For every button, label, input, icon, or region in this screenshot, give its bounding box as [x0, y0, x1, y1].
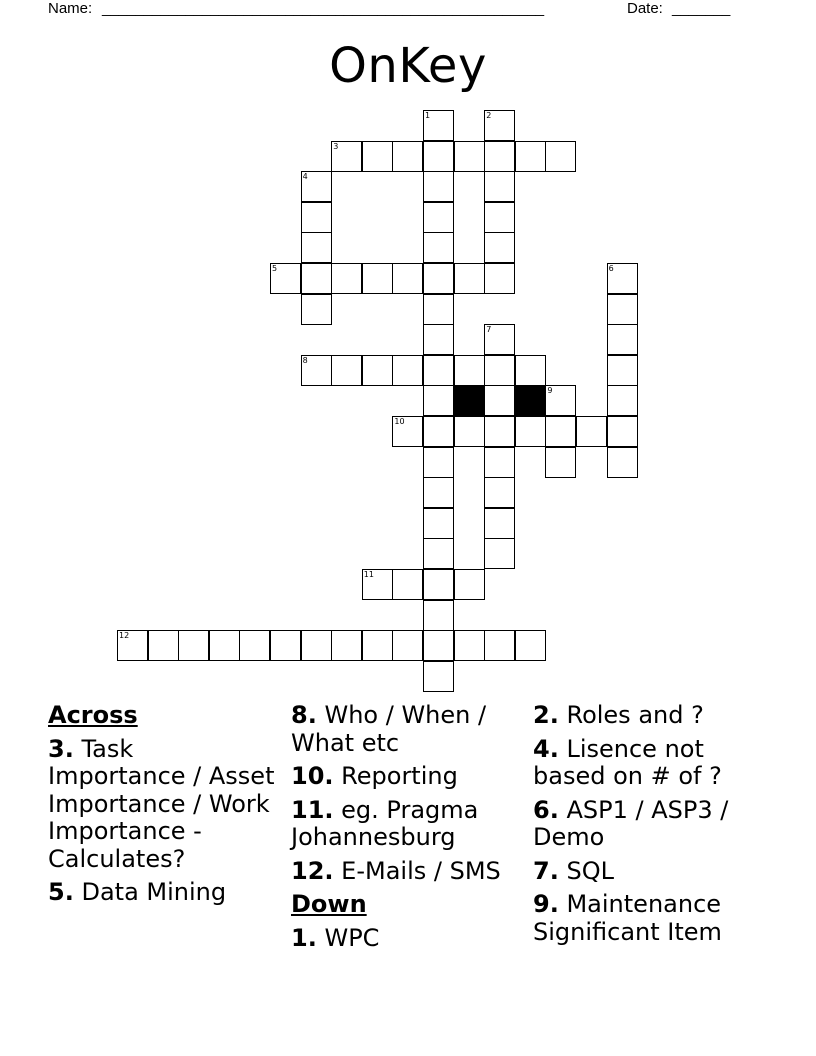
clue-text: Task Importance / Asset Importance / Work Importance - Calculates?: [48, 734, 275, 873]
crossword-cell[interactable]: [484, 263, 515, 294]
crossword-cell[interactable]: [331, 630, 362, 661]
crossword-cell[interactable]: [423, 324, 454, 355]
crossword-cell[interactable]: [484, 538, 515, 569]
crossword-cell[interactable]: [423, 477, 454, 508]
clue-number: 2.: [533, 701, 559, 729]
crossword-block: [454, 385, 485, 416]
crossword-cell[interactable]: [423, 661, 454, 692]
cell-number: 4: [302, 172, 308, 182]
crossword-cell[interactable]: [607, 294, 638, 325]
clue-down-2: [533, 702, 773, 730]
crossword-cell[interactable]: [484, 141, 515, 172]
clue-down-4: [533, 736, 773, 791]
clue-number: 11.: [291, 795, 334, 824]
crossword-cell[interactable]: [607, 355, 638, 386]
date-field-line: _______: [672, 0, 731, 17]
clue-number: 6.: [533, 795, 559, 824]
crossword-cell[interactable]: [607, 416, 638, 447]
clue-down-6: [533, 797, 773, 852]
crossword-cell[interactable]: [454, 630, 485, 661]
crossword-cell[interactable]: [423, 447, 454, 478]
crossword-cell[interactable]: [239, 630, 270, 661]
clue-text: Maintenance Significant Item: [533, 890, 722, 946]
clue-across-10: [291, 763, 521, 791]
clue-number: 5.: [48, 878, 74, 906]
crossword-cell[interactable]: [392, 355, 423, 386]
cell-number: 8: [302, 355, 308, 365]
crossword-cell[interactable]: [423, 538, 454, 569]
clue-text: SQL: [566, 856, 614, 885]
crossword-cell[interactable]: [331, 141, 362, 172]
clue-text: WPC: [324, 923, 380, 952]
crossword-cell[interactable]: [484, 630, 515, 661]
clue-number: 8.: [291, 701, 317, 729]
crossword-cell[interactable]: [331, 263, 362, 294]
crossword-cell[interactable]: [423, 569, 454, 600]
crossword-cell[interactable]: [362, 141, 393, 172]
clue-column-1: [48, 702, 278, 913]
clue-number: 12.: [291, 856, 334, 885]
crossword-cell[interactable]: [392, 569, 423, 600]
clue-text: Lisence not based on # of ?: [533, 734, 722, 790]
crossword-cell[interactable]: [607, 385, 638, 416]
crossword-cell[interactable]: [270, 630, 301, 661]
cell-number: 11: [363, 570, 374, 579]
crossword-cell[interactable]: [148, 630, 179, 661]
crossword-cell[interactable]: [576, 416, 607, 447]
clue-number: 1.: [291, 923, 317, 952]
crossword-cell[interactable]: [515, 141, 546, 172]
crossword-cell[interactable]: [209, 630, 240, 661]
crossword-cell[interactable]: [423, 141, 454, 172]
crossword-cell[interactable]: [392, 416, 423, 447]
crossword-cell[interactable]: [301, 294, 332, 325]
crossword-cell[interactable]: [515, 416, 546, 447]
clue-down-9: [533, 891, 773, 946]
crossword-cell[interactable]: [454, 263, 485, 294]
crossword-cell[interactable]: [423, 355, 454, 386]
crossword-cell[interactable]: [301, 202, 332, 233]
crossword-cell[interactable]: [423, 600, 454, 631]
crossword-cell[interactable]: [545, 416, 576, 447]
clue-across-8: [291, 702, 521, 757]
crossword-cell[interactable]: [454, 569, 485, 600]
crossword-cell[interactable]: [301, 263, 332, 294]
crossword-cell[interactable]: [423, 294, 454, 325]
crossword-cell[interactable]: [484, 477, 515, 508]
cell-number: 3: [333, 141, 339, 151]
crossword-cell[interactable]: [423, 263, 454, 294]
clue-text: Who / When / What etc: [291, 701, 487, 757]
crossword-cell[interactable]: [484, 355, 515, 386]
down-heading: Down: [291, 890, 367, 918]
crossword-cell[interactable]: [515, 355, 546, 386]
clue-across-3: [48, 736, 278, 874]
clue-number: 10.: [291, 762, 334, 790]
crossword-cell[interactable]: [484, 508, 515, 539]
puzzle-title: OnKey: [329, 38, 487, 94]
clue-down-7: [533, 858, 773, 886]
crossword-cell[interactable]: [484, 447, 515, 478]
crossword-cell[interactable]: [392, 263, 423, 294]
clue-number: 4.: [533, 734, 559, 763]
crossword-cell[interactable]: [607, 324, 638, 355]
crossword-cell[interactable]: [331, 355, 362, 386]
crossword-cell[interactable]: [362, 569, 393, 600]
clue-number: 3.: [48, 734, 74, 763]
across-heading: Across: [48, 701, 138, 729]
crossword-cell[interactable]: [484, 385, 515, 416]
crossword-cell[interactable]: [423, 110, 454, 141]
crossword-cell[interactable]: [423, 416, 454, 447]
clue-text: eg. Pragma Johannesburg: [291, 795, 479, 851]
crossword-cell[interactable]: [178, 630, 209, 661]
clue-column-3: [533, 702, 773, 952]
crossword-cell[interactable]: [454, 141, 485, 172]
clue-text: E-Mails / SMS: [341, 856, 501, 885]
clue-across-11: [291, 797, 521, 852]
clue-text: Data Mining: [81, 878, 227, 906]
crossword-cell[interactable]: [484, 324, 515, 355]
clue-down-1: [291, 925, 521, 953]
crossword-cell[interactable]: [423, 508, 454, 539]
crossword-cell[interactable]: [362, 630, 393, 661]
cell-number: 6: [608, 264, 614, 273]
cell-number: 9: [547, 386, 553, 396]
crossword-cell[interactable]: [423, 630, 454, 661]
clue-number: 7.: [533, 856, 559, 885]
clue-text: Roles and ?: [566, 701, 704, 729]
cell-number: 1: [425, 111, 431, 120]
crossword-cell[interactable]: [117, 630, 148, 661]
crossword-cell[interactable]: [454, 355, 485, 386]
cell-number: 10: [394, 417, 405, 426]
crossword-cell[interactable]: [484, 171, 515, 202]
crossword-cell[interactable]: [515, 630, 546, 661]
crossword-cell[interactable]: [484, 110, 515, 141]
clue-number: 9.: [533, 890, 559, 918]
crossword-cell[interactable]: [484, 202, 515, 233]
date-label: Date:: [627, 0, 663, 17]
crossword-cell[interactable]: [392, 630, 423, 661]
cell-number: 5: [272, 264, 278, 273]
name-field-line: _____________________________________________________: [102, 0, 545, 17]
clue-across-5: [48, 879, 278, 907]
crossword-cell[interactable]: [392, 141, 423, 172]
crossword-cell[interactable]: [362, 263, 393, 294]
crossword-cell[interactable]: [545, 141, 576, 172]
crossword-cell[interactable]: [484, 416, 515, 447]
crossword-cell[interactable]: [301, 630, 332, 661]
crossword-cell[interactable]: [362, 355, 393, 386]
crossword-cell[interactable]: [423, 171, 454, 202]
clue-text: Reporting: [341, 762, 458, 790]
crossword-cell[interactable]: [484, 232, 515, 263]
crossword-cell[interactable]: [301, 232, 332, 263]
crossword-cell[interactable]: [545, 447, 576, 478]
crossword-cell[interactable]: [423, 202, 454, 233]
cell-number: 12: [119, 631, 130, 641]
crossword-cell[interactable]: [423, 232, 454, 263]
crossword-cell[interactable]: [301, 355, 332, 386]
crossword-cell[interactable]: [545, 385, 576, 416]
crossword-cell[interactable]: [454, 416, 485, 447]
clue-column-2: [291, 702, 521, 958]
clue-across-12: [291, 858, 521, 886]
cell-number: 2: [486, 111, 492, 120]
crossword-cell[interactable]: [270, 263, 301, 294]
crossword-cell[interactable]: [423, 385, 454, 416]
name-label: Name:: [48, 0, 93, 17]
crossword-cell[interactable]: [607, 447, 638, 478]
cell-number: 7: [486, 325, 492, 335]
crossword-block: [515, 385, 546, 416]
crossword-cell[interactable]: [301, 171, 332, 202]
clue-text: ASP1 / ASP3 / Demo: [533, 795, 729, 851]
crossword-cell[interactable]: [607, 263, 638, 294]
